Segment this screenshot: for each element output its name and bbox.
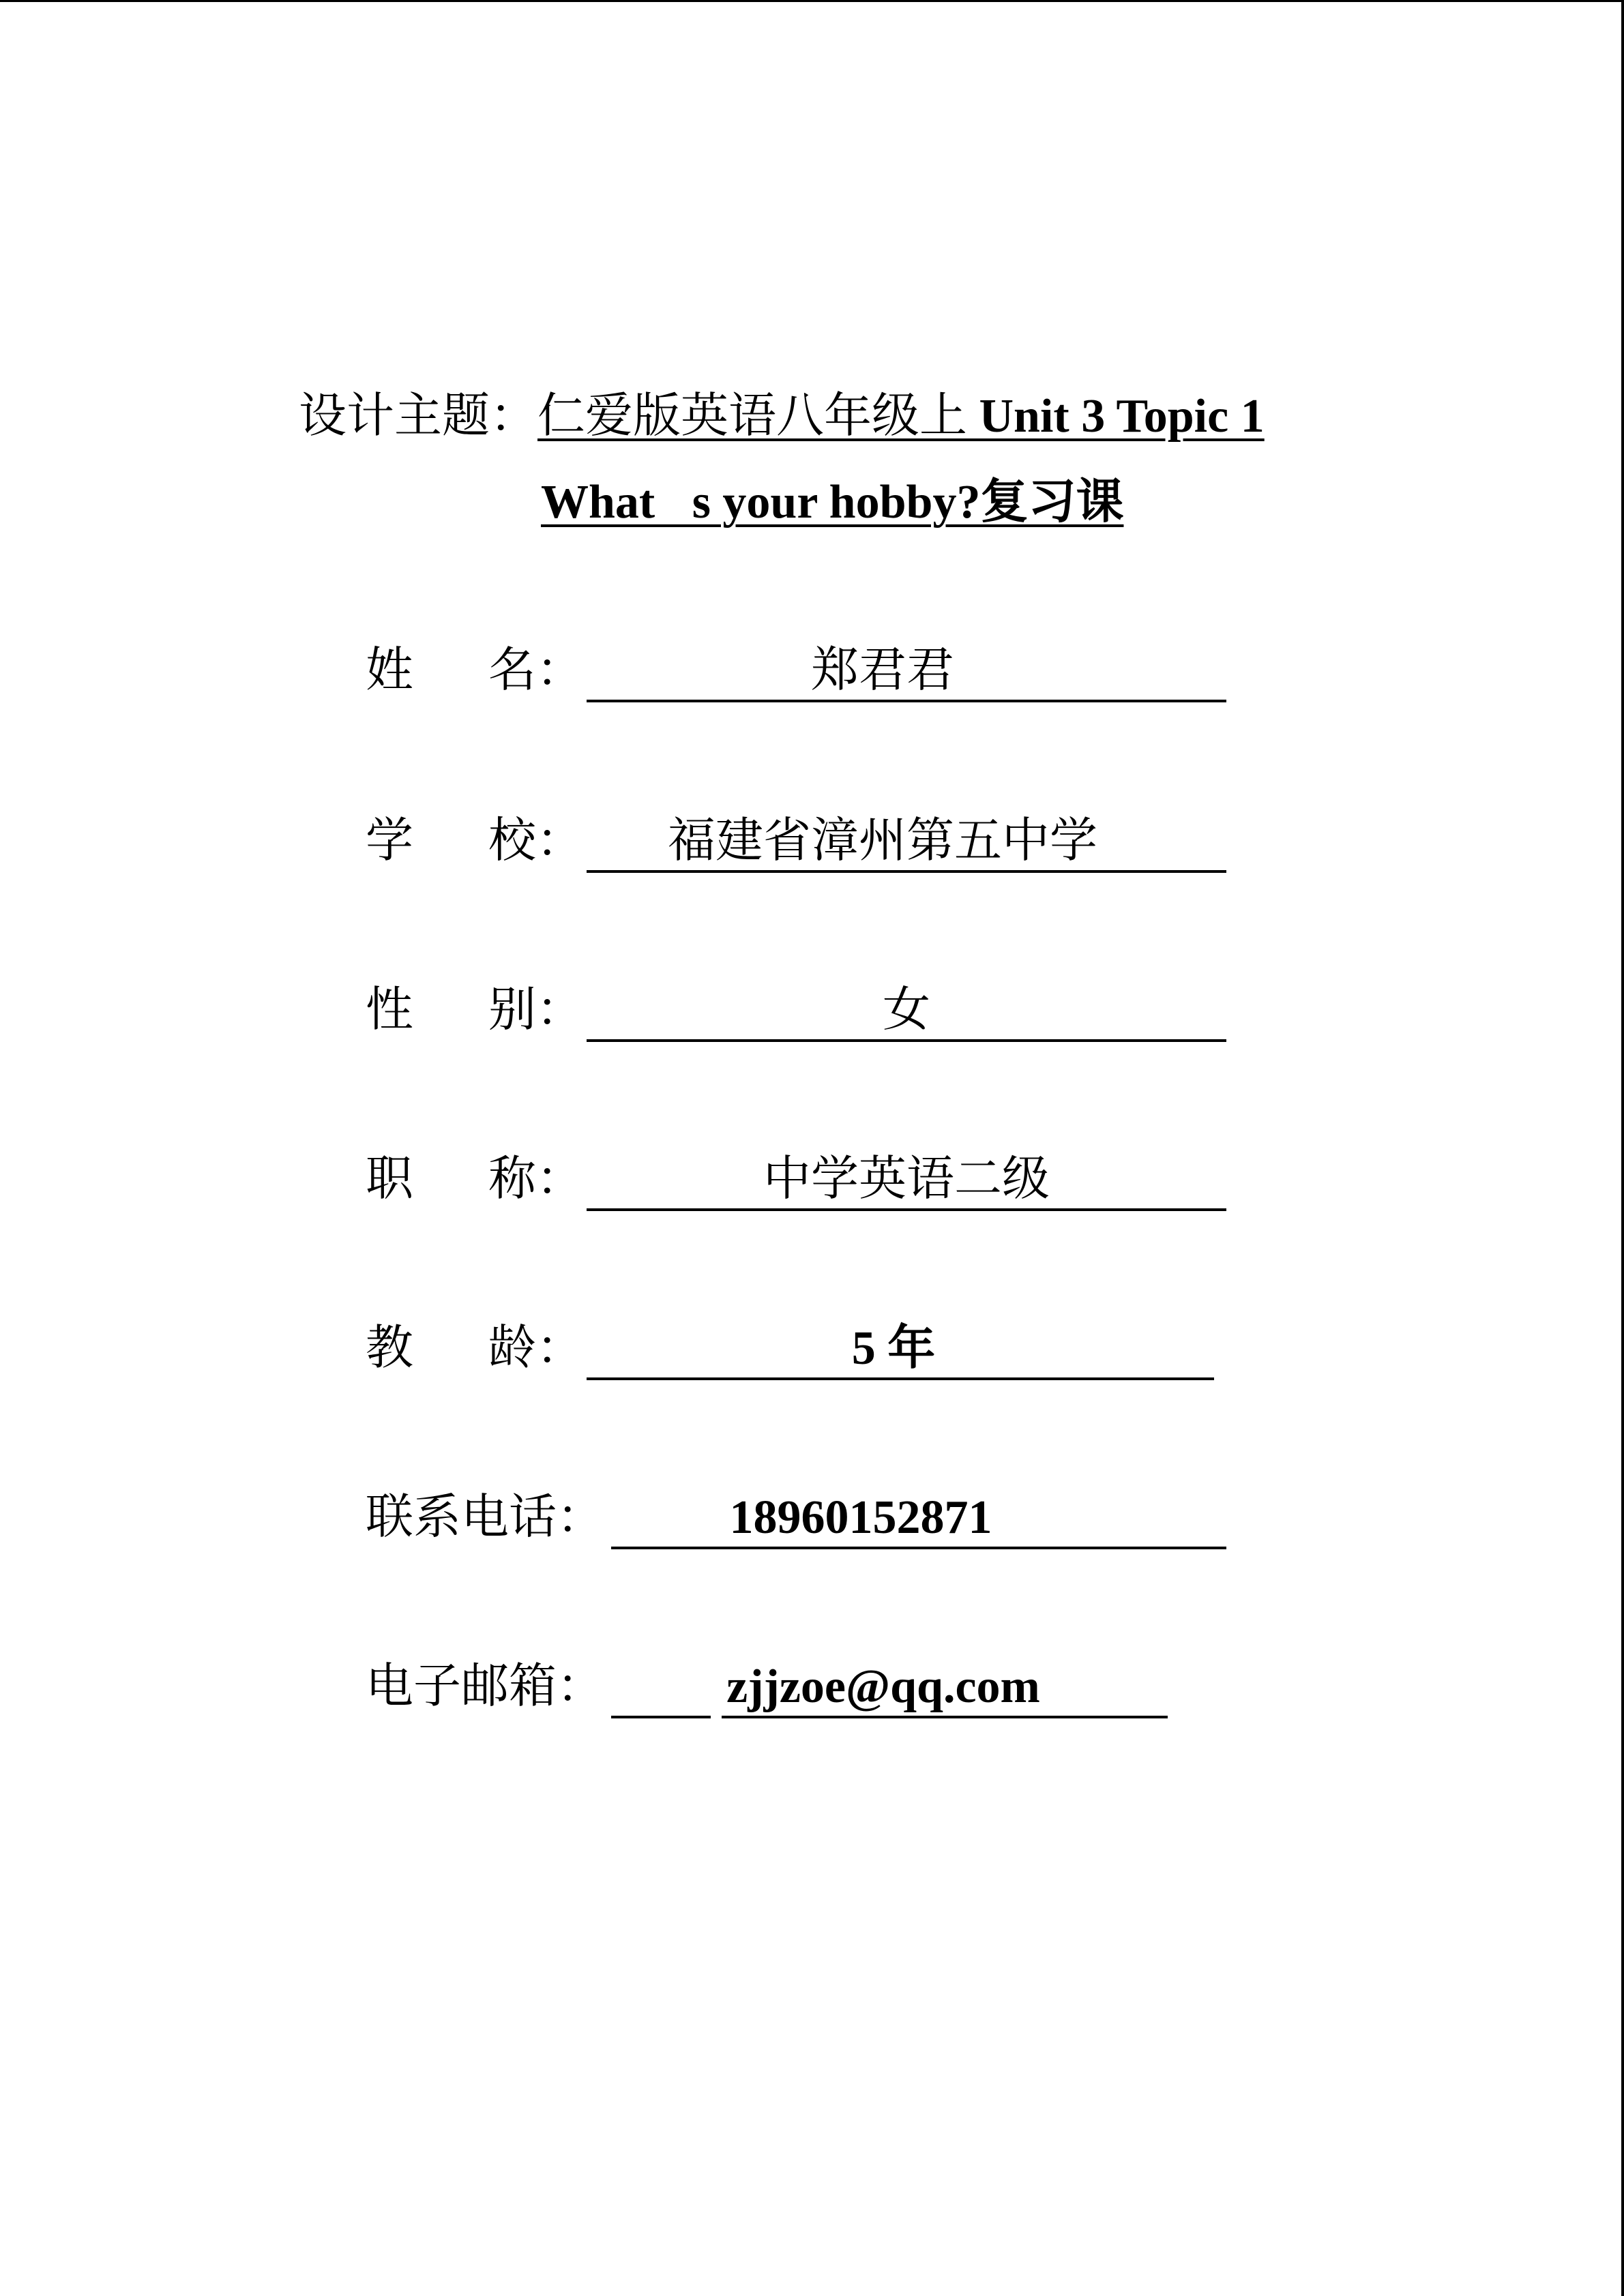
field-email-underline	[722, 1716, 1168, 1718]
design-theme-title	[299, 374, 1390, 546]
field-title	[366, 1143, 1286, 1211]
field-title-value: 中学英语二级	[763, 1153, 1050, 1206]
field-phone-label: 联系电话：	[366, 1491, 604, 1544]
field-gender-value: 女	[883, 984, 930, 1037]
field-teaching-years-value: 5 年	[851, 1322, 936, 1375]
field-teaching-years-label: 教 龄：	[366, 1322, 584, 1375]
field-email	[366, 1650, 1286, 1718]
design-theme-label: 设计主题：	[299, 390, 537, 443]
field-gender-underline	[587, 1039, 1226, 1042]
field-title-label: 职 称：	[366, 1153, 584, 1206]
field-phone-underline	[611, 1547, 1226, 1549]
design-theme-line2: What s your hobby?复习课	[541, 476, 1124, 528]
field-title-underline	[587, 1208, 1226, 1211]
field-name-value: 郑君君	[811, 644, 954, 697]
field-email-label: 电子邮箱：	[366, 1660, 604, 1713]
field-email-underline-pre	[611, 1716, 711, 1718]
design-theme-topic-en: Unit 3 Topic 1	[967, 390, 1265, 443]
field-phone-value: 18960152871	[729, 1491, 992, 1544]
field-teaching-years-underline	[587, 1377, 1214, 1380]
field-name-underline	[587, 700, 1226, 702]
field-teaching-years	[366, 1312, 1286, 1380]
design-theme-topic	[537, 390, 1265, 443]
field-school-underline	[587, 870, 1226, 873]
field-phone	[366, 1481, 1286, 1549]
design-theme-topic-cn: 仁爱版英语八年级上	[537, 390, 967, 443]
field-school-value: 福建省漳州第五中学	[668, 815, 1097, 867]
field-gender	[366, 974, 1286, 1042]
field-email-value: zjjzoe@qq.com	[726, 1660, 1040, 1713]
page-border-right	[1621, 0, 1624, 2296]
field-name	[366, 634, 1286, 702]
field-name-label: 姓 名：	[366, 644, 584, 697]
field-school	[366, 805, 1286, 873]
field-gender-label: 性 别：	[366, 984, 584, 1037]
field-school-label: 学 校：	[366, 815, 584, 867]
page-border-top	[0, 0, 1624, 2]
